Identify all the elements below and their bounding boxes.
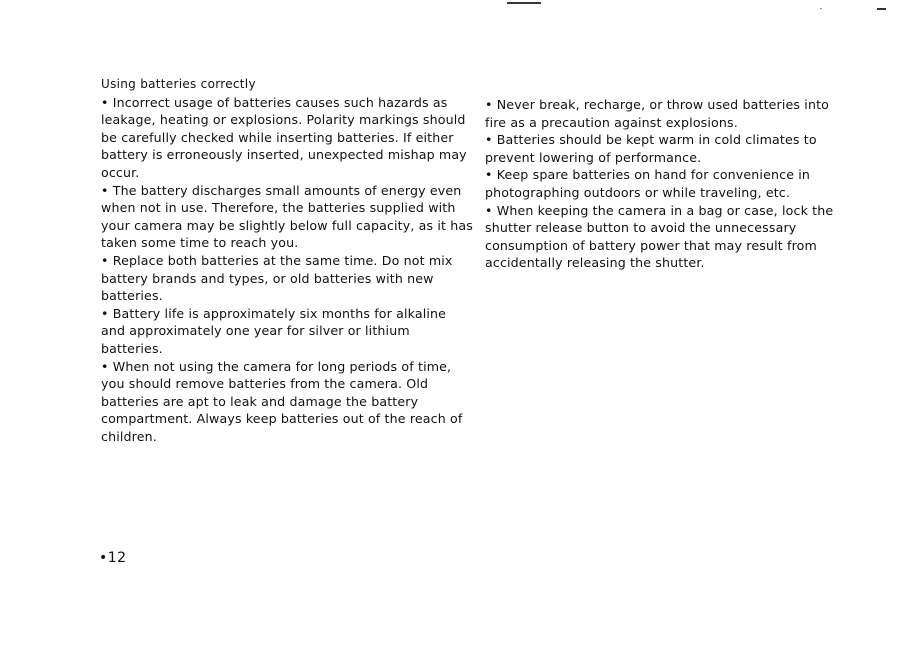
right-column [485,96,845,272]
paragraph-discharge: • The battery discharges small amounts of energy even when not in use. Therefore, the batteries supplied with your camera may be slightly below full capacity, as it has taken some time to reach you. [101,182,474,251]
paragraph-keep-warm: • Batteries should be kept warm in cold climates to prevent lowering of performance. [485,132,817,165]
scan-mark-dot [820,8,822,9]
paragraph-incorrect-usage: • Incorrect usage of batteries causes such hazards as leakage, heating or explosions. Polarity markings should be carefully checked while inserting batteries. If either battery is erroneously inserted, unexpected mishap may occur. [101,94,467,180]
page-number: •12 [99,550,127,566]
scan-mark-top [507,2,541,4]
paragraph-never-break: • Never break, recharge, or throw used batteries into fire as a precaution against explosions. [485,97,830,130]
section-heading: Using batteries correctly [101,77,256,91]
scan-mark-right [877,8,886,10]
left-column [101,76,473,445]
paragraph-spare-batteries: • Keep spare batteries on hand for convenience in photographing outdoors or while traveling, etc. [485,167,811,200]
paragraph-lock-shutter: • When keeping the camera in a bag or case, lock the shutter release button to avoid the unnecessary consumption of battery power that may result from accidentally releasing the shutter. [485,202,834,271]
paragraph-remove-batteries: • When not using the camera for long periods of time, you should remove batteries from the camera. Old batteries are apt to leak and damage the battery compartment. Always keep batteries out of the reach of children. [101,358,463,444]
paragraph-battery-life: • Battery life is approximately six months for alkaline and approximately one year for silver or lithium batteries. [101,305,447,356]
paragraph-replace-both: • Replace both batteries at the same time. Do not mix battery brands and types, or old batteries with new batteries. [101,252,453,304]
